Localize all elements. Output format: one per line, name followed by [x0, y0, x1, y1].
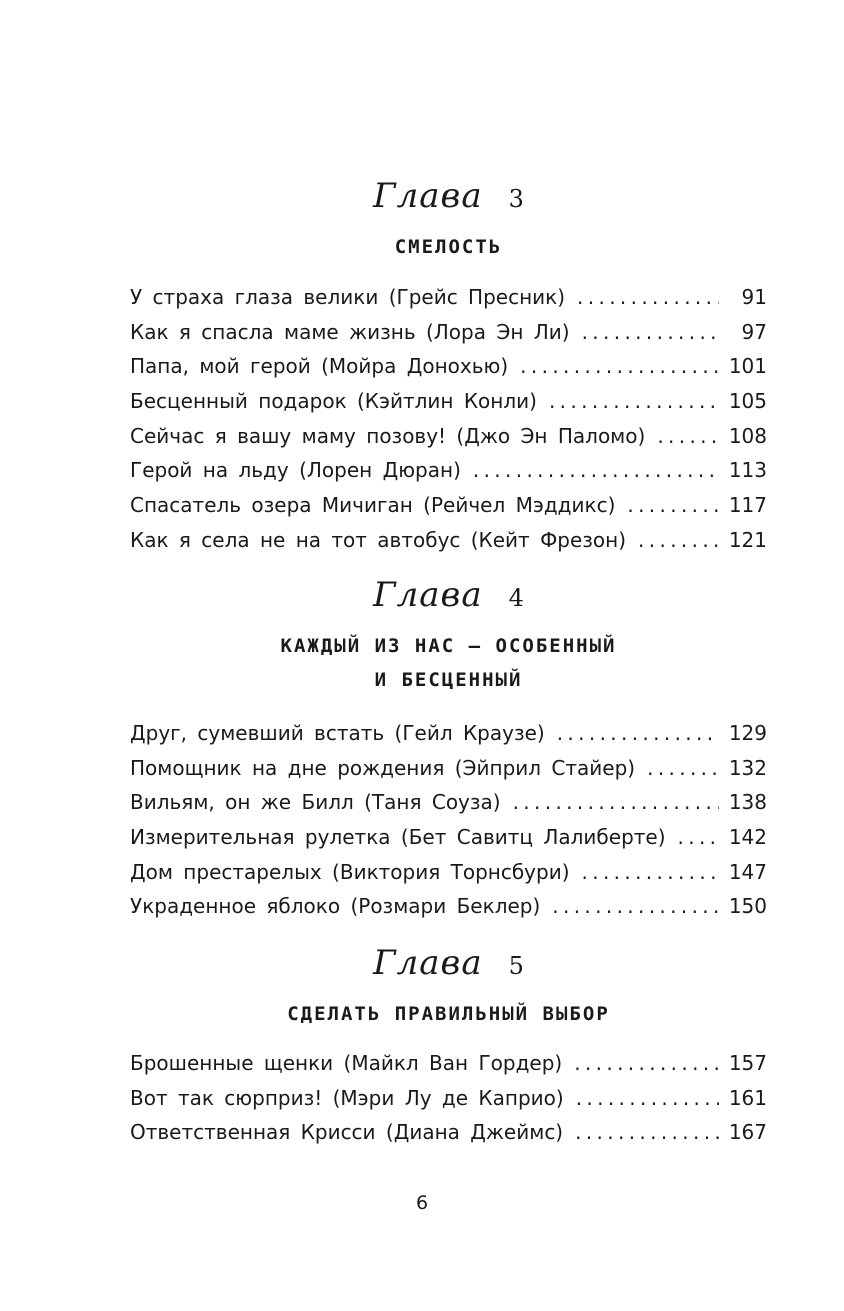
entry-title: Как я села не на тот автобус (Кейт Фрезон): [130, 527, 627, 552]
chapter-word: Глава: [373, 575, 483, 615]
dot-leader: [564, 1081, 719, 1116]
entry-page: 108: [728, 423, 767, 448]
toc-entry[interactable]: [130, 1046, 767, 1081]
chapter-title: [130, 629, 767, 697]
chapter-title-line: СМЕЛОСТЬ: [394, 236, 503, 258]
entry-page: 167: [728, 1120, 767, 1145]
entry-title: Друг, сумевший встать (Гейл Краузе): [130, 721, 545, 745]
chapter-word: Глава: [373, 943, 483, 983]
chapter-entries: [130, 1046, 767, 1150]
entry-page: 117: [728, 493, 767, 518]
dot-leader: [666, 820, 719, 855]
chapter-title: [130, 997, 767, 1031]
chapter-title: [130, 230, 767, 264]
entry-title: У страха глаза велики (Грейс Пресник): [130, 285, 566, 309]
dot-leader: [645, 419, 719, 454]
entry-title: Помощник на дне рождения (Эйприл Стайер): [130, 755, 636, 780]
entry-title: Сейчас я вашу маму позову! (Джо Эн Паломо): [130, 423, 646, 448]
toc-entry[interactable]: [130, 1115, 767, 1150]
entry-page: 101: [728, 354, 767, 379]
dot-leader: [540, 889, 719, 924]
chapter-title-line: КАЖДЫЙ ИЗ НАС – ОСОБЕННЫЙ: [280, 635, 617, 657]
entry-title: Папа, мой герой (Мойра Донохью): [130, 354, 509, 379]
dot-leader: [501, 785, 719, 820]
entry-page: 132: [728, 755, 767, 780]
toc-entry[interactable]: [130, 751, 767, 786]
toc-entry[interactable]: [130, 785, 767, 820]
entry-page: 97: [741, 319, 767, 344]
toc-entry[interactable]: [130, 488, 767, 523]
chapter-heading: [130, 943, 767, 983]
entry-page: 113: [728, 458, 767, 483]
entry-title: Вильям, он же Билл (Таня Соуза): [130, 790, 501, 815]
toc-entry[interactable]: [130, 384, 767, 419]
entry-title: Спасатель озера Мичиган (Рейчел Мэддикс): [130, 493, 616, 518]
chapter-entries: [130, 280, 767, 558]
toc-entry[interactable]: [130, 1081, 767, 1116]
dot-leader: [565, 280, 719, 315]
chapter-word: Глава: [373, 176, 483, 216]
toc-entry[interactable]: [130, 889, 767, 924]
entry-title: Украденное яблоко (Розмари Беклер): [130, 894, 541, 919]
entry-page: 147: [728, 859, 767, 884]
chapter-title-line: СДЕЛАТЬ ПРАВИЛЬНЫЙ ВЫБОР: [287, 1003, 610, 1025]
entry-page: 138: [728, 790, 767, 815]
dot-leader: [570, 855, 719, 890]
dot-leader: [635, 751, 719, 786]
toc-entry[interactable]: [130, 453, 767, 488]
dot-leader: [545, 716, 719, 751]
entry-title: Вот так сюрприз! (Мэри Лу де Каприо): [130, 1085, 564, 1110]
entry-title: Ответственная Крисси (Диана Джеймс): [130, 1120, 564, 1145]
chapter-heading: [130, 575, 767, 615]
entry-title: Бесценный подарок (Кэйтлин Конли): [130, 389, 537, 414]
entry-page: 142: [728, 825, 767, 850]
page-number: 6: [415, 1192, 429, 1214]
chapter-heading: [130, 176, 767, 216]
entry-page: 91: [741, 285, 767, 309]
toc-entry[interactable]: [130, 820, 767, 855]
toc-entry[interactable]: [130, 315, 767, 350]
dot-leader: [562, 1046, 719, 1081]
entry-title: Брошенные щенки (Майкл Ван Гордер): [130, 1051, 563, 1075]
entry-page: 161: [728, 1085, 767, 1110]
dot-leader: [570, 315, 719, 350]
toc-entry[interactable]: [130, 349, 767, 384]
entry-title: Дом престарелых (Виктория Торнсбури): [130, 859, 570, 884]
dot-leader: [461, 453, 719, 488]
entry-page: 157: [728, 1051, 767, 1075]
entry-page: 150: [728, 894, 767, 919]
entry-page: 105: [728, 389, 767, 414]
chapter-number: 4: [508, 584, 524, 612]
entry-page: 121: [728, 527, 767, 552]
chapter-entries: [130, 716, 767, 924]
dot-leader: [537, 384, 719, 419]
dot-leader: [508, 349, 719, 384]
toc-entry[interactable]: [130, 855, 767, 890]
dot-leader: [563, 1115, 719, 1150]
entry-title: Как я спасла маме жизнь (Лора Эн Ли): [130, 319, 570, 344]
chapter-number: 5: [508, 952, 524, 980]
toc-entry[interactable]: [130, 716, 767, 751]
chapter-number: 3: [508, 185, 524, 213]
toc-entry[interactable]: [130, 419, 767, 454]
entry-title: Герой на льду (Лорен Дюран): [130, 458, 461, 483]
toc-entry[interactable]: [130, 523, 767, 558]
dot-leader: [626, 523, 719, 558]
entry-title: Измерительная рулетка (Бет Савитц Лалиберте): [130, 825, 666, 850]
toc-entry[interactable]: [130, 280, 767, 315]
dot-leader: [615, 488, 719, 523]
entry-page: 129: [728, 721, 767, 745]
chapter-title-line: И БЕСЦЕННЫЙ: [374, 669, 523, 691]
